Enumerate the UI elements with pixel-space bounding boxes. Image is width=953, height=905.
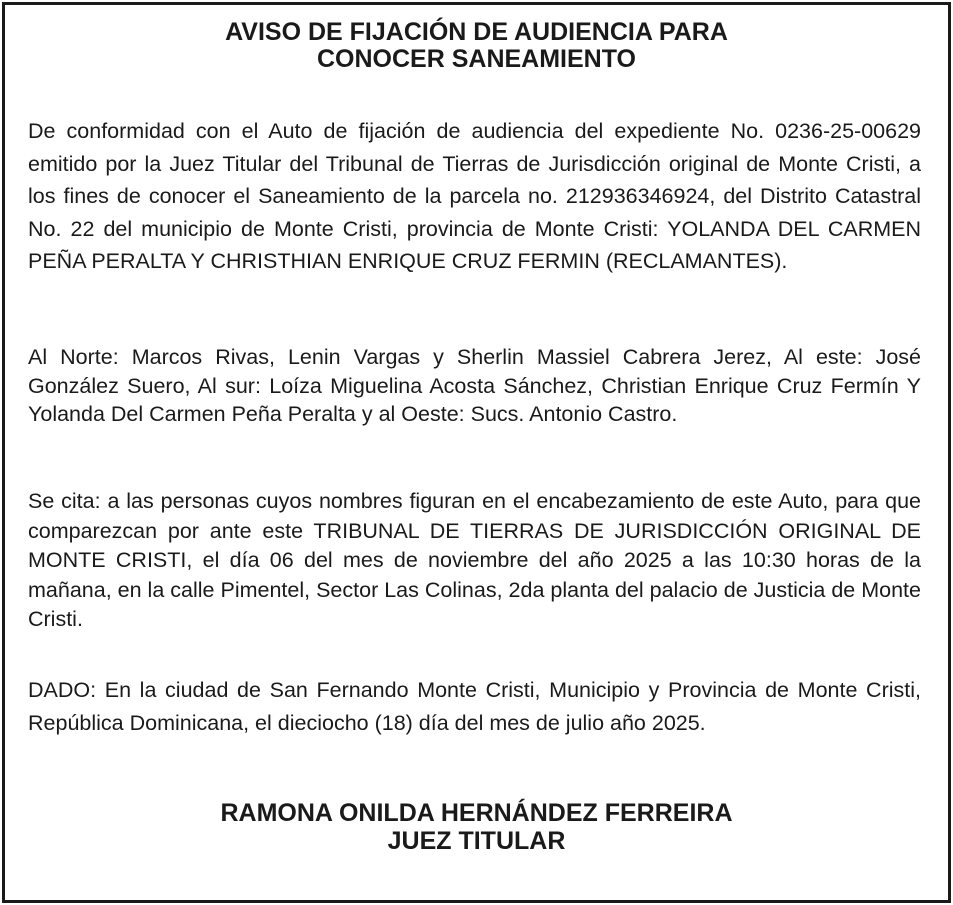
signer-name: RAMONA ONILDA HERNÁNDEZ FERREIRA — [220, 799, 733, 827]
paragraph-summons: Se cita: a las personas cuyos nombres figuran en el encabezamiento de este Auto, para que comparezcan por ante este TRIBUNAL DE TIERRAS DE JURISDICCIÓN ORIGINAL DE MONTE CRISTI, el día 06 del mes de noviembre del año 2025 a las 10:30 horas de la mañana, en la calle Pimentel, Sector Las Colinas, 2da planta del palacio de Justicia de Monte Cristi. — [28, 489, 921, 631]
title-line-2: CONOCER SANEAMIENTO — [316, 45, 636, 73]
signer-title: JUEZ TITULAR — [387, 827, 566, 855]
paragraph-dated: DADO: En la ciudad de San Fernando Monte Cristi, Municipio y Provincia de Monte Cristi, República Dominicana, el dieciocho (18) día del mes de julio año 2025. — [28, 678, 921, 735]
notice-frame — [2, 2, 951, 903]
title-line-1: AVISO DE FIJACIÓN DE AUDIENCIA PARA — [225, 18, 728, 46]
signature-block — [5, 799, 948, 855]
notice-title — [5, 19, 948, 73]
paragraph-boundaries: Al Norte: Marcos Rivas, Lenin Vargas y Sherlin Massiel Cabrera Jerez, Al este: José González Suero, Al sur: Loíza Miguelina Acosta Sánchez, Christian Enrique Cruz Fermín Y Yolanda Del Carmen Peña Peralta y al Oeste: Sucs. Antonio Castro. — [28, 345, 921, 426]
paragraph-case-details: De conformidad con el Auto de fijación de audiencia del expediente No. 0236-25-00629 emitido por la Juez Titular del Tribunal de Tierras de Jurisdicción original de Monte Cristi, a los fines de conocer el Saneamiento de la parcela no. 212936346924, del Distrito Catastral No. 22 del municipio de Monte Cristi, provincia de Monte Cristi: YOLANDA DEL CARMEN PEÑA PERALTA Y CHRISTHIAN ENRIQUE CRUZ FERMIN (RECLAMANTES). — [28, 119, 921, 273]
